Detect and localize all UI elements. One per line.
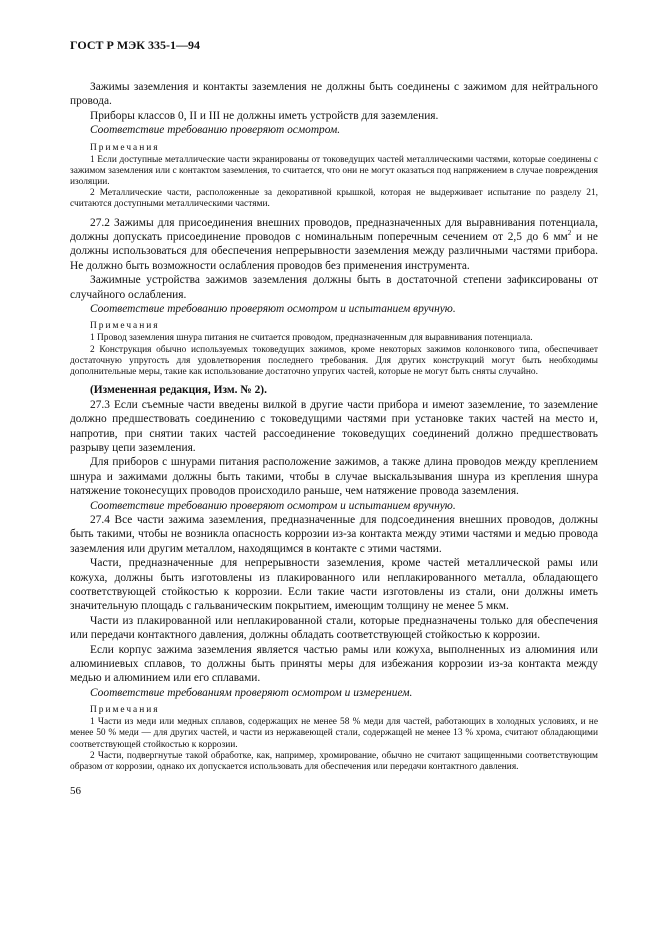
clause-27-3: 27.3 Если съемные части введены вилкой в другие части прибора и имеют заземление, то заземление должно предшествовать соединению с токоведущими частями при установке таких частей на место и, напротив, при снятии таких частей рассоединение токоведущих соединений должно предшествовать разрыву цепи заземления. [70,398,598,454]
note: 1 Части из меди или медных сплавов, содержащих не менее 58 % меди для частей, работающих в холодных условиях, и не менее 50 % меди — для других частей, и части из нержавеющей стали, содержащей не менее 13 % хрома, считают обладающими соответствующей стойкостью к коррозии. [70,717,598,750]
paragraph: Приборы классов 0, II и III не должны иметь устройств для заземления. [90,109,439,122]
compliance-statement: Соответствие требованию проверяют осмотром и испытанием вручную. [90,303,456,316]
compliance-statement: Соответствие требованиям проверяют осмотром и измерением. [90,686,413,699]
note: 2 Части, подвергнутые такой обработке, как, например, хромирование, обычно не считают защищенными соответствующим образом от коррозии, однако их допускается использовать для обеспечения или передачи контактного давления. [70,750,598,773]
notes-heading: Примечания [90,321,160,332]
clause-27-4: 27.4 Все части зажима заземления, предназначенные для подсоединения внешних проводов, должны быть такими, чтобы не возникла опасность коррозии из-за контакта между этими частями и медью провода заземления или другим металлом, находящимся в контакте с этими частями. [70,513,598,555]
paragraph: Если корпус зажима заземления является частью рамы или кожуха, выполненных из алюминия или алюминиевых сплавов, то должны быть приняты меры для избежания коррозии из-за контакта между медью и алюминием или его сплавами. [70,643,598,685]
paragraph: Зажимы заземления и контакты заземления не должны быть соединены с зажимом для нейтрального провода. [70,81,598,108]
clause-text: и не должны использоваться для обеспечения непрерывности заземления между различными частями прибора. Не должно быть возможности ослабления проводов без применения инструмента. [70,231,598,272]
note: 1 Провод заземления шнура питания не считается проводом, предназначенным для выравнивания потенциала. [90,333,533,344]
superscript: 2 [567,229,572,238]
notes-heading: Примечания [90,142,160,153]
document-page [70,38,598,797]
clause-27-2 [70,216,598,274]
notes-heading: Примечания [90,705,160,716]
paragraph: Части, предназначенные для непрерывности заземления, кроме частей металлической рамы или кожуха, должны быть изготовлены из плакированного или неплакированного металла, обладающего соответствующей стойкостью к коррозии. Если такие части изготовлены из стали, они должны иметь значительную площадь с гальваническим покрытием, имеющим толщину не менее 5 мкм. [70,557,598,613]
clause-text: 27.2 Зажимы для присоединения внешних проводов, предназначенных для выравнивания потенциала, должны допускать присоединение проводов с номинальным поперечным сечением от 2,5 до 6 мм [70,216,598,244]
document-header: ГОСТ Р МЭК 335-1—94 [70,38,200,52]
amendment-note: (Измененная редакция, Изм. № 2). [90,384,267,397]
page-number: 56 [70,785,81,798]
note: 1 Если доступные металлические части экранированы от токоведущих частей металлическими частями, которые соединены с зажимом заземления или с контактом заземления, то считается, что они не могут оказаться под напряжением в случае повреждения изоляции. [70,154,598,188]
compliance-statement: Соответствие требованию проверяют осмотром. [90,124,341,137]
note: 2 Конструкция обычно используемых токоведущих зажимов, кроме некоторых зажимов колонкового типа, обеспечивает достаточную упругость для удовлетворения последнего требования. Для других конструкций могут быть необходимы дополнительные меры, такие как использование достаточно упругих частей, которые не могут быть сняты случайно. [70,344,598,378]
paragraph: Для приборов с шнурами питания расположение зажимов, а также длина проводов между креплением шнура и зажимами должны быть такими, чтобы в случае выскальзывания шнура из крепления шнура натяжение токонесущих проводов происходило раньше, чем натяжение провода заземления. [70,456,598,498]
note: 2 Металлические части, расположенные за декоративной крышкой, которая не выдерживает испытание по разделу 21, считаются доступными металлическими частями. [70,188,598,210]
compliance-statement: Соответствие требованию проверяют осмотром и испытанием вручную. [90,499,456,512]
paragraph: Части из плакированной или неплакированной стали, которые предназначены только для обеспечения или передачи контактного давления, должны обладать соответствующей стойкостью к коррозии. [70,614,598,642]
paragraph: Зажимные устройства зажимов заземления должны быть в достаточной степени зафиксированы от случайного ослабления. [70,274,598,301]
